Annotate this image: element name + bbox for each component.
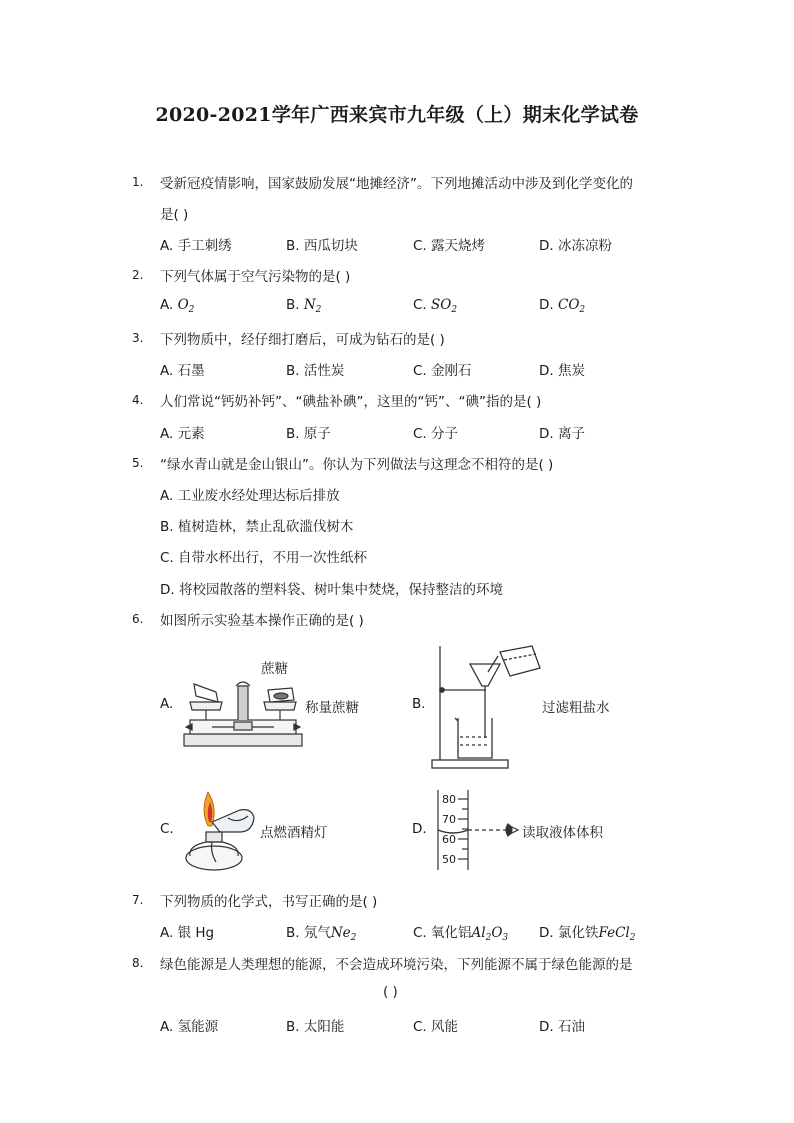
figure-a-caption: 称量蔗糖 (305, 700, 359, 716)
option-b: B. 太阳能 (286, 1019, 345, 1035)
figure-b-caption: 过滤粗盐水 (542, 700, 610, 716)
option-b: B. 西瓜切块 (286, 238, 358, 254)
question-text: ( ) (383, 984, 398, 1000)
option-d: D. 石油 (539, 1019, 585, 1035)
option-c: C. 自带水杯出行，不用一次性纸杯 (160, 550, 368, 566)
question-text: 下列物质中，经仔细打磨后，可成为钻石的是( ) (160, 332, 445, 348)
question-text: “绿水青山就是金山银山”。你认为下列做法与这理念不相符的是( ) (160, 457, 554, 473)
question-text: 绿色能源是人类理想的能源，不会造成环境污染，下列能源不属于绿色能源的是 (160, 957, 633, 973)
question-number: 5. (132, 456, 144, 470)
option-c: C. 分子 (413, 426, 459, 442)
figure-b-letter: B. (412, 696, 426, 712)
question-number: 7. (132, 893, 144, 907)
question-text: 下列气体属于空气污染物的是( ) (160, 269, 351, 285)
option-d: D. 焦炭 (539, 363, 585, 379)
option-c: C. 露天烧烤 (413, 238, 486, 254)
option-c: C. 风能 (413, 1019, 459, 1035)
question-number: 4. (132, 393, 144, 407)
figure-d-caption: 读取液体体积 (522, 825, 603, 841)
option-c: C. $SO_2$ (413, 297, 458, 315)
figure-c-caption: 点燃酒精灯 (260, 825, 328, 841)
cylinder-tick-label: 70 (442, 813, 456, 826)
cylinder-tick-label: 50 (442, 853, 456, 866)
question-text: 受新冠疫情影响，国家鼓励发展“地摊经济”。下列地摊活动中涉及到化学变化的 (160, 176, 633, 192)
option-d: D. 将校园散落的塑料袋、树叶集中焚烧，保持整洁的环境 (160, 582, 503, 598)
question-number: 3. (132, 331, 144, 345)
filtration-figure (428, 642, 544, 770)
alcohol-lamp-figure (182, 788, 262, 872)
question-text: 人们常说“钙奶补钙”、“碘盐补碘”，这里的“钙”、“碘”指的是( ) (160, 394, 542, 410)
option-c: C. 氧化铝$Al_2O_3$ (413, 925, 509, 943)
option-a: A. 工业废水经处理达标后排放 (160, 488, 340, 504)
option-a: A. 元素 (160, 426, 205, 442)
question-text: 是( ) (160, 207, 189, 223)
balance-figure (182, 672, 304, 752)
option-b: B. 植树造林，禁止乱砍滥伐树木 (160, 519, 354, 535)
option-d: D. 冰冻凉粉 (539, 238, 612, 254)
question-number: 6. (132, 612, 144, 626)
figure-a-letter: A. (160, 696, 174, 712)
option-d: D. 离子 (539, 426, 585, 442)
question-text: 如图所示实验基本操作正确的是( ) (160, 613, 364, 629)
option-b: B. 原子 (286, 426, 331, 442)
cylinder-tick-label: 60 (442, 833, 456, 846)
option-c: C. 金刚石 (413, 363, 472, 379)
option-d: D. $CO_2$ (539, 297, 586, 315)
option-b: B. 氖气$Ne_2$ (286, 925, 357, 943)
figure-a-top-label: 蔗糖 (261, 661, 288, 677)
figure-c-letter: C. (160, 821, 174, 837)
option-a: A. 石墨 (160, 363, 205, 379)
option-b: B. 活性炭 (286, 363, 345, 379)
option-b: B. $N_2$ (286, 297, 322, 315)
question-number: 1. (132, 175, 144, 189)
option-a: A. 手工刺绣 (160, 238, 232, 254)
question-number: 8. (132, 956, 144, 970)
figure-d-letter: D. (412, 821, 427, 837)
cylinder-tick-label: 80 (442, 793, 456, 806)
page-title: 2020-2021学年广西来宾市九年级（上）期末化学试卷 (155, 104, 639, 126)
option-d: D. 氯化铁FeCl$_2$ (539, 925, 636, 943)
question-number: 2. (132, 268, 144, 282)
question-text: 下列物质的化学式，书写正确的是( ) (160, 894, 378, 910)
option-a: A. $O_2$ (160, 297, 195, 315)
option-a: A. 银 Hg (160, 925, 215, 941)
option-a: A. 氢能源 (160, 1019, 219, 1035)
